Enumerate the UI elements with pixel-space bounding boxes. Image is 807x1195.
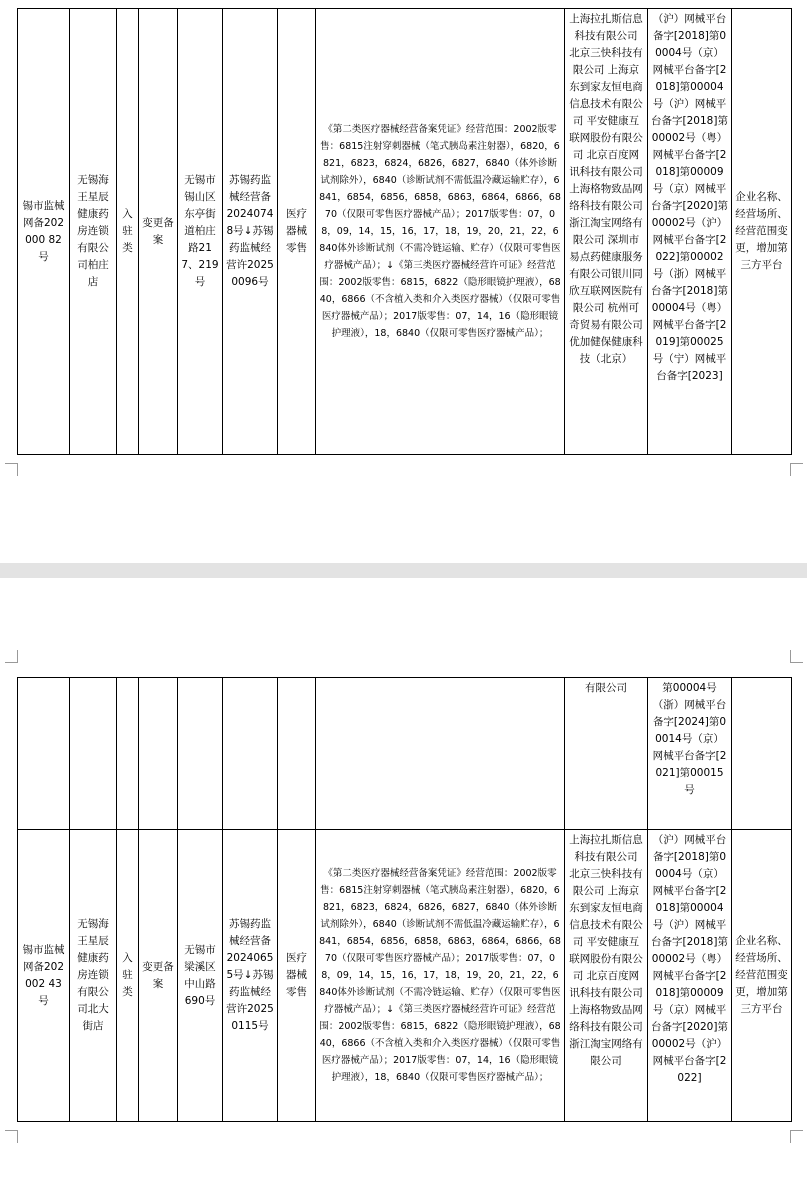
category-cell: 入驻类 — [117, 830, 139, 1122]
table-row — [18, 9, 792, 455]
license-cell: 苏锡药监械经营备20240748号↓苏锡药监械经营许20250096号 — [223, 9, 278, 455]
platform-names-cell: 有限公司 — [565, 678, 648, 830]
platform-records-cell: （沪）网械平台备字[2018]第00004号（京）网械平台备字[2018]第00004号（沪）网械平台备字[2018]第00002号（粤）网械平台备字[2018]第00009号（京）网械平台备字[2020]第00002号（沪）网械平台备字[2022]第00002号（浙）网械平台备字[2018]第00004号（粤）网械平台备字[2019]第00025号（宁）网械平台备字[2023] — [648, 9, 732, 455]
crop-mark — [790, 650, 803, 663]
crop-mark — [5, 650, 18, 663]
platform-records-cell: （沪）网械平台备字[2018]第00004号（京）网械平台备字[2018]第00004号（沪）网械平台备字[2018]第00002号（粤）网械平台备字[2018]第00009号（京）网械平台备字[2020]第00002号（沪）网械平台备字[2022] — [648, 830, 732, 1122]
record-number-cell — [18, 678, 70, 830]
record-number-cell: 锡市监械网备202000 82号 — [18, 9, 70, 455]
business-type-cell: 医疗器械零售 — [278, 830, 316, 1122]
platform-names-cell: 上海拉扎斯信息科技有限公司 北京三快科技有限公司 上海京东到家友恒电商信息技术有限公司 平安健康互联网股份有限公司 北京百度网讯科技有限公司 上海格物致品网络科技有限公司浙江淘宝网络有限公司 — [565, 830, 648, 1122]
change-type-cell — [139, 678, 178, 830]
record-table-page-1 — [17, 8, 792, 455]
record-number-cell: 锡市监械网备202002 43号 — [18, 830, 70, 1122]
change-type-cell: 变更备案 — [139, 9, 178, 455]
address-cell — [178, 678, 223, 830]
document-page-1 — [0, 0, 807, 563]
business-scope-cell: 《第二类医疗器械经营备案凭证》经营范围：2002版零售：6815注射穿刺器械（笔式胰岛素注射器），6820，6821，6823，6824，6826，6827，6840（体外诊断试剂除外），6840（诊断试剂不需低温冷藏运输贮存），6841，6854，6856，6858，6863，6864，6866，6870（仅限可零售医疗器械产品）；2017版零售：07，08，09，14，15，16，17，18，19，20，21，22，6840体外诊断试剂（不需冷链运输、贮存）（仅限可零售医疗器械产品）；↓《第三类医疗器械经营许可证》经营范围：2002版零售：6815，6822（隐形眼镜护理液），6840，6866（不含植入类和介入类医疗器械）（仅限可零售医疗器械产品）；2017版零售：07，14，16（隐形眼镜护理液），18，6840（仅限可零售医疗器械产品）； — [316, 9, 565, 455]
company-cell: 无锡海王星辰健康药房连锁有限公司北大街店 — [70, 830, 117, 1122]
crop-mark — [5, 463, 18, 476]
business-type-cell: 医疗器械零售 — [278, 9, 316, 455]
crop-mark — [5, 1130, 18, 1143]
note-cell — [732, 678, 792, 830]
platform-records-cell: 第00004号（浙）网械平台备字[2024]第00014号（京）网械平台备字[2021]第00015号 — [648, 678, 732, 830]
table-row — [18, 678, 792, 830]
record-table-page-2 — [17, 677, 792, 1122]
note-cell: 企业名称、经营场所、经营范围变更，增加第三方平台 — [732, 9, 792, 455]
address-cell: 无锡市梁溪区中山路690号 — [178, 830, 223, 1122]
note-cell: 企业名称、经营场所、经营范围变更，增加第三方平台 — [732, 830, 792, 1122]
platform-names-cell: 上海拉扎斯信息科技有限公司 北京三快科技有限公司 上海京东到家友恒电商信息技术有限公司 平安健康互联网股份有限公司 北京百度网讯科技有限公司 上海格物致品网络科技有限公司浙江淘宝网络有限公司 深圳市易点药健康服务有限公司银川同欣互联网医院有限公司 杭州可奇贸易有限公司 优加健保健康科技（北京） — [565, 9, 648, 455]
business-scope-cell: 《第二类医疗器械经营备案凭证》经营范围：2002版零售：6815注射穿刺器械（笔式胰岛素注射器），6820，6821，6823，6824，6826，6827，6840（体外诊断试剂除外），6840（诊断试剂不需低温冷藏运输贮存），6841，6854，6856，6858，6863，6864，6866，6870（仅限可零售医疗器械产品）；2017版零售：07，08，09，14，15，16，17，18，19，20，21，22，6840体外诊断试剂（不需冷链运输、贮存）（仅限可零售医疗器械产品）；↓《第三类医疗器械经营许可证》经营范围：2002版零售：6815，6822（隐形眼镜护理液），6840，6866（不含植入类和介入类医疗器械）（仅限可零售医疗器械产品）；2017版零售：07，14，16（隐形眼镜护理液），18，6840（仅限可零售医疗器械产品）； — [316, 830, 565, 1122]
company-cell — [70, 678, 117, 830]
address-cell: 无锡市锡山区东亭街道柏庄路217、219号 — [178, 9, 223, 455]
crop-mark — [790, 463, 803, 476]
business-type-cell — [278, 678, 316, 830]
page-gap — [0, 563, 807, 578]
document-page-2 — [0, 578, 807, 1195]
category-cell — [117, 678, 139, 830]
crop-mark — [790, 1130, 803, 1143]
change-type-cell: 变更备案 — [139, 830, 178, 1122]
business-scope-cell — [316, 678, 565, 830]
license-cell: 苏锡药监械经营备20240655号↓苏锡药监械经营许20250115号 — [223, 830, 278, 1122]
table-row — [18, 830, 792, 1122]
license-cell — [223, 678, 278, 830]
company-cell: 无锡海王星辰健康药房连锁有限公司柏庄店 — [70, 9, 117, 455]
category-cell: 入驻类 — [117, 9, 139, 455]
